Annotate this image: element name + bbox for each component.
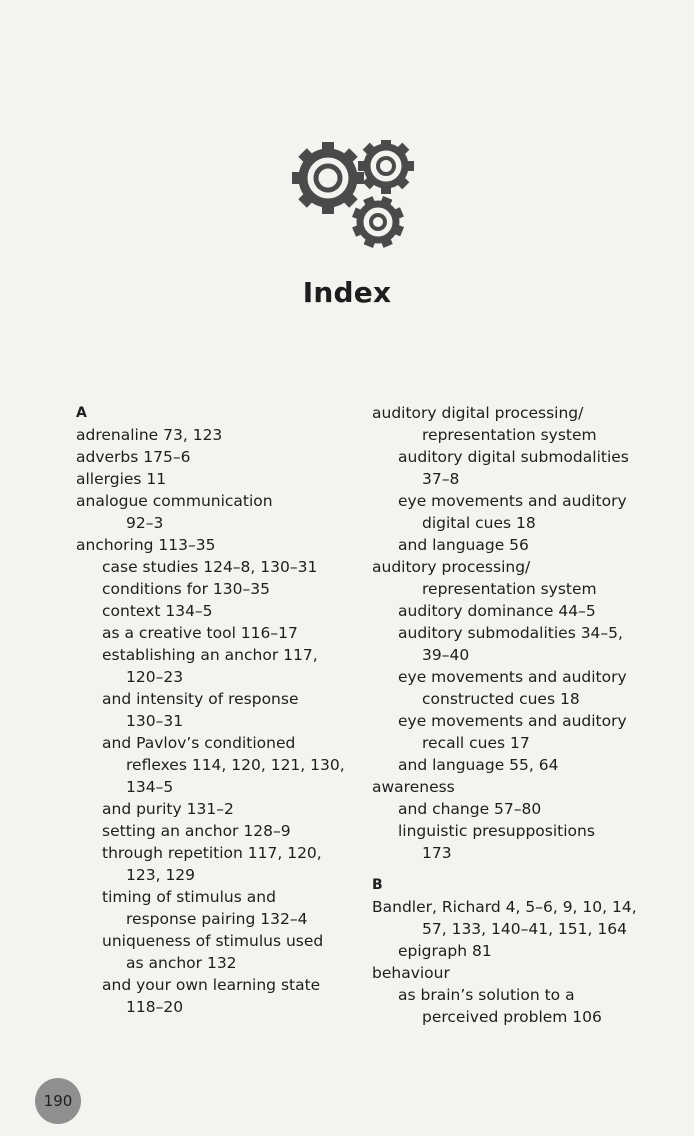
index-entry: 123, 129 [126,866,196,884]
index-entry: auditory digital submodalities [398,448,629,466]
gears-icon [286,140,426,260]
index-entry: epigraph 81 [398,942,492,960]
index-entry: digital cues 18 [422,514,536,532]
page-title: Index [302,276,392,309]
index-entry: case studies 124–8, 130–31 [102,558,318,576]
index-entry: constructed cues 18 [422,690,580,708]
index-section-letter: B [372,877,383,893]
index-entry: response pairing 132–4 [126,910,308,928]
index-entry: analogue communication [76,492,273,510]
index-entry: perceived problem 106 [422,1008,602,1026]
index-column-left [76,402,346,1018]
index-entry: and Pavlov’s conditioned [102,734,296,752]
index-entry: behaviour [372,964,450,982]
index-entry: reflexes 114, 120, 121, 130, [126,756,345,774]
index-entry: uniqueness of stimulus used [102,932,324,950]
index-entry: 118–20 [126,998,184,1016]
index-entry: timing of stimulus and [102,888,276,906]
index-entry: as brain’s solution to a [398,986,575,1004]
section-gap [372,864,647,874]
index-entry: adverbs 175–6 [76,448,191,466]
index-entry: anchoring 113–35 [76,536,216,554]
index-entry: auditory digital processing/ [372,404,584,422]
index-entry: and language 56 [398,536,529,554]
index-entry: 57, 133, 140–41, 151, 164 [422,920,627,938]
index-entry: eye movements and auditory [398,712,627,730]
index-entry: auditory dominance 44–5 [398,602,596,620]
index-entry: 37–8 [422,470,460,488]
index-entry: 39–40 [422,646,470,664]
index-entry: 130–31 [126,712,184,730]
index-entry: Bandler, Richard 4, 5–6, 9, 10, 14, [372,898,637,916]
index-entry: recall cues 17 [422,734,530,752]
index-entry: linguistic presuppositions [398,822,595,840]
index-entry: through repetition 117, 120, [102,844,322,862]
index-column-right [372,402,647,1028]
index-entry: establishing an anchor 117, [102,646,318,664]
index-entry: auditory submodalities 34–5, [398,624,623,642]
index-entry: 173 [422,844,452,862]
index-entry: eye movements and auditory [398,492,627,510]
index-entry: and your own learning state [102,976,321,994]
index-entry: context 134–5 [102,602,213,620]
index-entry: awareness [372,778,455,796]
index-entry: 134–5 [126,778,174,796]
index-entry: allergies 11 [76,470,167,488]
index-entry: as a creative tool 116–17 [102,624,298,642]
index-entry: and language 55, 64 [398,756,559,774]
index-entry: setting an anchor 128–9 [102,822,291,840]
index-entry: adrenaline 73, 123 [76,426,223,444]
index-entry: representation system [422,580,597,598]
index-entry: as anchor 132 [126,954,237,972]
index-entry: and change 57–80 [398,800,542,818]
index-entry: 120–23 [126,668,184,686]
index-entry: 92–3 [126,514,164,532]
index-entry: auditory processing/ [372,558,531,576]
index-entry: eye movements and auditory [398,668,627,686]
index-entry: representation system [422,426,597,444]
index-entry: and intensity of response [102,690,299,708]
index-section-letter: A [76,405,87,421]
page-number: 190 [35,1078,81,1124]
index-entry: conditions for 130–35 [102,580,270,598]
index-entry: and purity 131–2 [102,800,234,818]
